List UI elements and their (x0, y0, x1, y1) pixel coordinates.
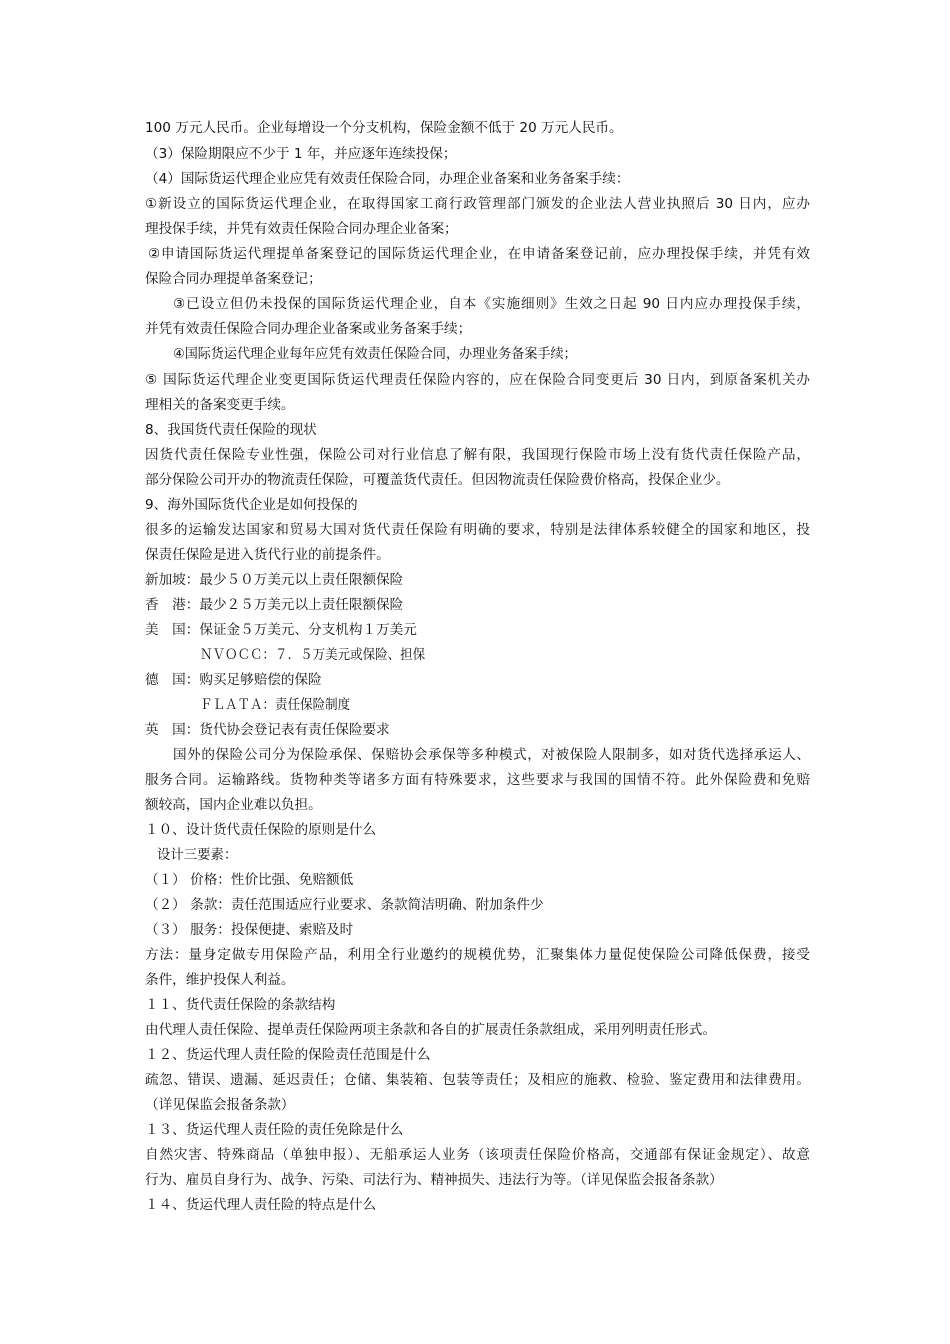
text-line: （3）保险期限应不少于 1 年，并应逐年连续投保； (145, 146, 457, 162)
text-line: 方法：量身定做专用保险产品，利用全行业邀约的规模优势，汇聚集体力量促使保险公司降低保费，接受 (145, 947, 810, 963)
text-line: 服务合同。运输路线。货物种类等诸多方面有特殊要求，这些要求与我国的国情不符。此外保险费和免赔 (145, 772, 810, 788)
text-line: 德 国：购买足够赔偿的保险 (145, 672, 322, 688)
text-line: ＦＬＡＴＡ：责任保险制度 (200, 697, 351, 713)
text-line: 额较高，国内企业难以负担。 (145, 797, 322, 813)
text-line: 条件，维护投保人利益。 (145, 972, 295, 988)
text-line: 自然灾害、特殊商品（单独申报）、无船承运人业务（该项责任保险价格高，交通部有保证金规定）、故意 (145, 1147, 810, 1163)
text-line: 香 港：最少２５万美元以上责任限额保险 (145, 597, 404, 613)
text-line: 理相关的备案变更手续。 (145, 397, 295, 413)
text-line: ②申请国际货运代理提单备案登记的国际货运代理企业，在申请备案登记前，应办理投保手续，并凭有效 (148, 246, 810, 262)
text-line: 很多的运输发达国家和贸易大国对货代责任保险有明确的要求，特别是法律体系较健全的国家和地区，投 (145, 522, 810, 538)
text-line: 保险合同办理提单备案登记； (145, 271, 322, 287)
text-line: 部分保险公司开办的物流责任保险，可覆盖货代责任。但因物流责任保险费价格高，投保企业少。 (145, 472, 730, 488)
text-line: ③已设立但仍未投保的国际货运代理企业，自本《实施细则》生效之日起 90 日内应办理投保手续， (173, 296, 810, 312)
text-line: ＮＶＯＣＣ：７．５万美元或保险、担保 (200, 647, 426, 663)
text-line: 疏忽、错误、遗漏、延迟责任；仓储、集装箱、包装等责任；及相应的施救、检验、鉴定费用和法律费用。 (145, 1072, 810, 1088)
text-line: 英 国：货代协会登记表有责任保险要求 (145, 722, 390, 738)
text-line: （３） 服务：投保便捷、索赔及时 (145, 922, 354, 938)
section-heading: 9、海外国际货代企业是如何投保的 (145, 497, 358, 513)
text-line: ①新设立的国际货运代理企业，在取得国家工商行政管理部门颁发的企业法人营业执照后 30 日内，应办 (145, 196, 810, 212)
text-line: 美 国：保证金５万美元、分支机构１万美元 (145, 622, 417, 638)
text-line: ⑤ 国际货运代理企业变更国际货运代理责任保险内容的，应在保险合同变更后 30 日内，到原备案机关办 (145, 372, 810, 388)
section-heading: １２、货运代理人责任险的保险责任范围是什么 (145, 1047, 431, 1063)
text-line: （4）国际货运代理企业应凭有效责任保险合同，办理企业备案和业务备案手续： (145, 171, 630, 187)
text-line: 100 万元人民币。企业每增设一个分支机构，保险金额不低于 20 万元人民币。 (145, 120, 623, 136)
text-line: 新加坡：最少５０万美元以上责任限额保险 (145, 572, 404, 588)
section-heading: １４、货运代理人责任险的特点是什么 (145, 1197, 377, 1213)
section-heading: １０、设计货代责任保险的原则是什么 (145, 822, 377, 838)
text-line: 设计三要素： (157, 847, 238, 863)
text-line: 国外的保险公司分为保险承保、保赔协会承保等多种模式，对被保险人限制多，如对货代选择承运人、 (173, 747, 810, 763)
section-heading: 8、我国货代责任保险的现状 (145, 422, 317, 438)
text-line: 理投保手续，并凭有效责任保险合同办理企业备案； (145, 221, 458, 237)
section-heading: １３、货运代理人责任险的责任免除是什么 (145, 1122, 404, 1138)
section-heading: １１、货代责任保险的条款结构 (145, 997, 336, 1013)
text-line: （２） 条款：责任范围适应行业要求、条款简洁明确、附加条件少 (145, 897, 544, 913)
text-line: 保责任保险是进入货代行业的前提条件。 (145, 547, 390, 563)
text-line: （１） 价格：性价比强、免赔额低 (145, 872, 354, 888)
text-line: 因货代责任保险专业性强，保险公司对行业信息了解有限，我国现行保险市场上没有货代责任保险产品， (145, 447, 810, 463)
text-line: ④国际货运代理企业每年应凭有效责任保险合同，办理业务备案手续； (173, 346, 577, 362)
text-line: 行为、雇员自身行为、战争、污染、司法行为、精神损失、违法行为等。（详见保监会报备条款） (145, 1172, 723, 1188)
text-line: 并凭有效责任保险合同办理企业备案或业务备案手续； (145, 321, 472, 337)
text-line: （详见保监会报备条款） (145, 1097, 295, 1113)
text-line: 由代理人责任保险、提单责任保险两项主条款和各自的扩展责任条款组成，采用列明责任形式。 (145, 1022, 716, 1038)
